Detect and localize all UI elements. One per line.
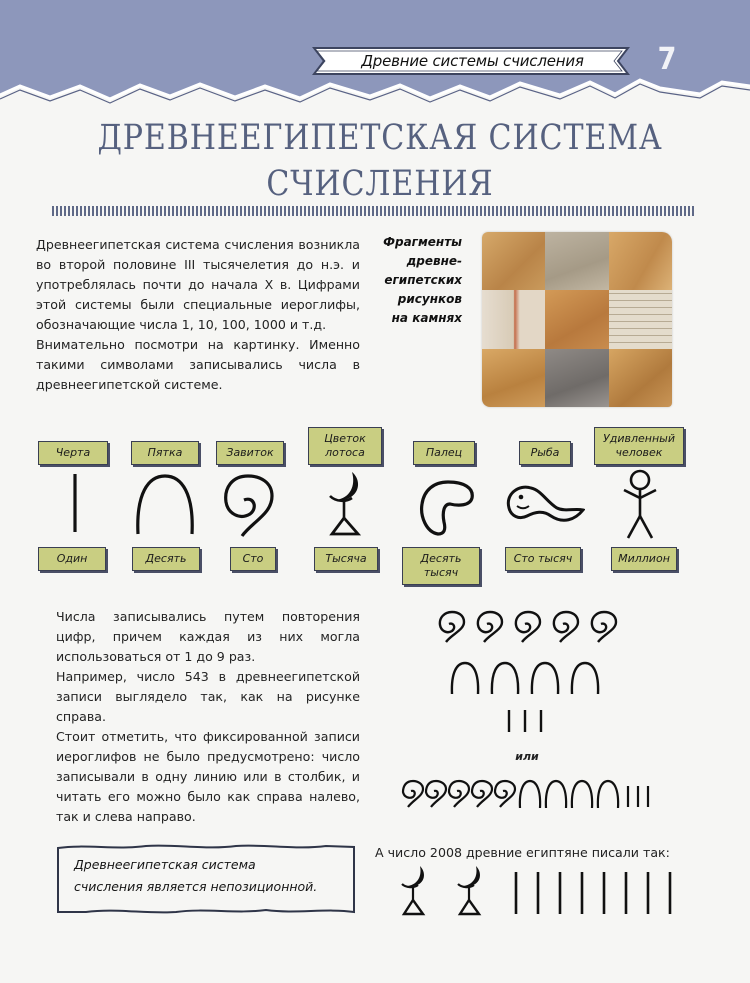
heel-glyph-icon <box>134 474 196 536</box>
number-543-column-icon <box>432 608 632 758</box>
glyph-value-label: Тысяча <box>314 547 378 571</box>
glyph-name-label: Удивленный человек <box>594 427 684 465</box>
note-line-2: счисления является непозиционной. <box>74 879 318 894</box>
page-title-line1: ДРЕВНЕЕГИПЕТСКАЯ СИСТЕМА <box>97 118 663 158</box>
body-text <box>56 607 360 827</box>
glyph-value-label: Сто тысяч <box>505 547 581 571</box>
note-text <box>74 854 344 898</box>
glyph-name-label: Цветок лотоса <box>308 427 382 465</box>
body-paragraph-3: Стоит отметить, что фиксированной записи иероглифов не было предусмотрено: число записывали в одну линию или в столбик, и читать его можно было как справа налево, так и слева направо. <box>56 729 360 824</box>
or-label: или <box>515 750 539 763</box>
egyptian-photo-collage <box>482 232 672 407</box>
stroke-glyph-icon <box>60 472 90 534</box>
glyph-value-label: Десять тысяч <box>402 547 480 585</box>
example-2008-caption: А число 2008 древние египтяне писали так: <box>375 845 670 860</box>
page-title-line2: СЧИСЛЕНИЯ <box>266 164 494 204</box>
glyph-value-label: Один <box>38 547 106 571</box>
intro-paragraph-2: Внимательно посмотри на картинку. Именно такими символами записывались числа в древнеегипетской системе. <box>36 337 360 392</box>
coil-glyph-icon <box>222 474 274 538</box>
man-glyph-icon <box>618 468 662 540</box>
finger-glyph-icon <box>416 476 478 538</box>
glyph-value-label: Миллион <box>611 547 677 571</box>
glyph-value-label: Десять <box>132 547 200 571</box>
photo-caption-line: на камнях <box>391 311 462 325</box>
glyph-name-label: Палец <box>413 441 475 465</box>
number-543-row-icon <box>400 776 660 810</box>
photo-caption-line: египетских <box>384 273 462 287</box>
photo-caption <box>372 233 462 328</box>
title-divider <box>52 206 694 216</box>
intro-paragraph-1: Древнеегипетская система счисления возникла во второй половине III тысячелетия до н.э. и употреблялась почти до начала X в. Цифрами этой системы были специальные иероглифы, обозначающие числа 1, 10, 100, 1000 и т.д. <box>36 237 360 332</box>
photo-tile <box>609 232 672 290</box>
lotus-glyph-icon <box>322 470 370 538</box>
glyph-name-label: Черта <box>38 441 108 465</box>
photo-tile <box>545 232 608 290</box>
section-title: Древние системы счисления <box>361 52 584 70</box>
intro-text <box>36 235 360 395</box>
glyph-name-label: Пятка <box>131 441 199 465</box>
fish-glyph-icon <box>505 480 585 526</box>
note-line-1: Древнеегипетская система <box>74 857 256 872</box>
photo-tile <box>482 232 545 290</box>
photo-caption-line: древне- <box>406 254 462 268</box>
photo-caption-line: рисунков <box>397 292 462 306</box>
glyph-name-label: Завиток <box>216 441 284 465</box>
body-paragraph-2: Например, число 543 в древнеегипетской записи выглядело так, как на рисунке справа. <box>56 669 360 724</box>
glyph-value-label: Сто <box>230 547 276 571</box>
photo-tile <box>545 349 608 407</box>
page-title <box>88 115 673 207</box>
glyph-name-label: Рыба <box>519 441 571 465</box>
photo-tile <box>482 290 545 348</box>
photo-tile <box>609 349 672 407</box>
number-2008-icon <box>390 864 680 920</box>
page-number: 7 <box>657 42 677 77</box>
photo-caption-line: Фрагменты <box>383 235 462 249</box>
body-paragraph-1: Числа записывались путем повторения цифр, причем каждая из них могла использоваться от 1 до 9 раз. <box>56 609 360 664</box>
photo-tile <box>609 290 672 348</box>
photo-tile <box>482 349 545 407</box>
photo-tile <box>545 290 608 348</box>
